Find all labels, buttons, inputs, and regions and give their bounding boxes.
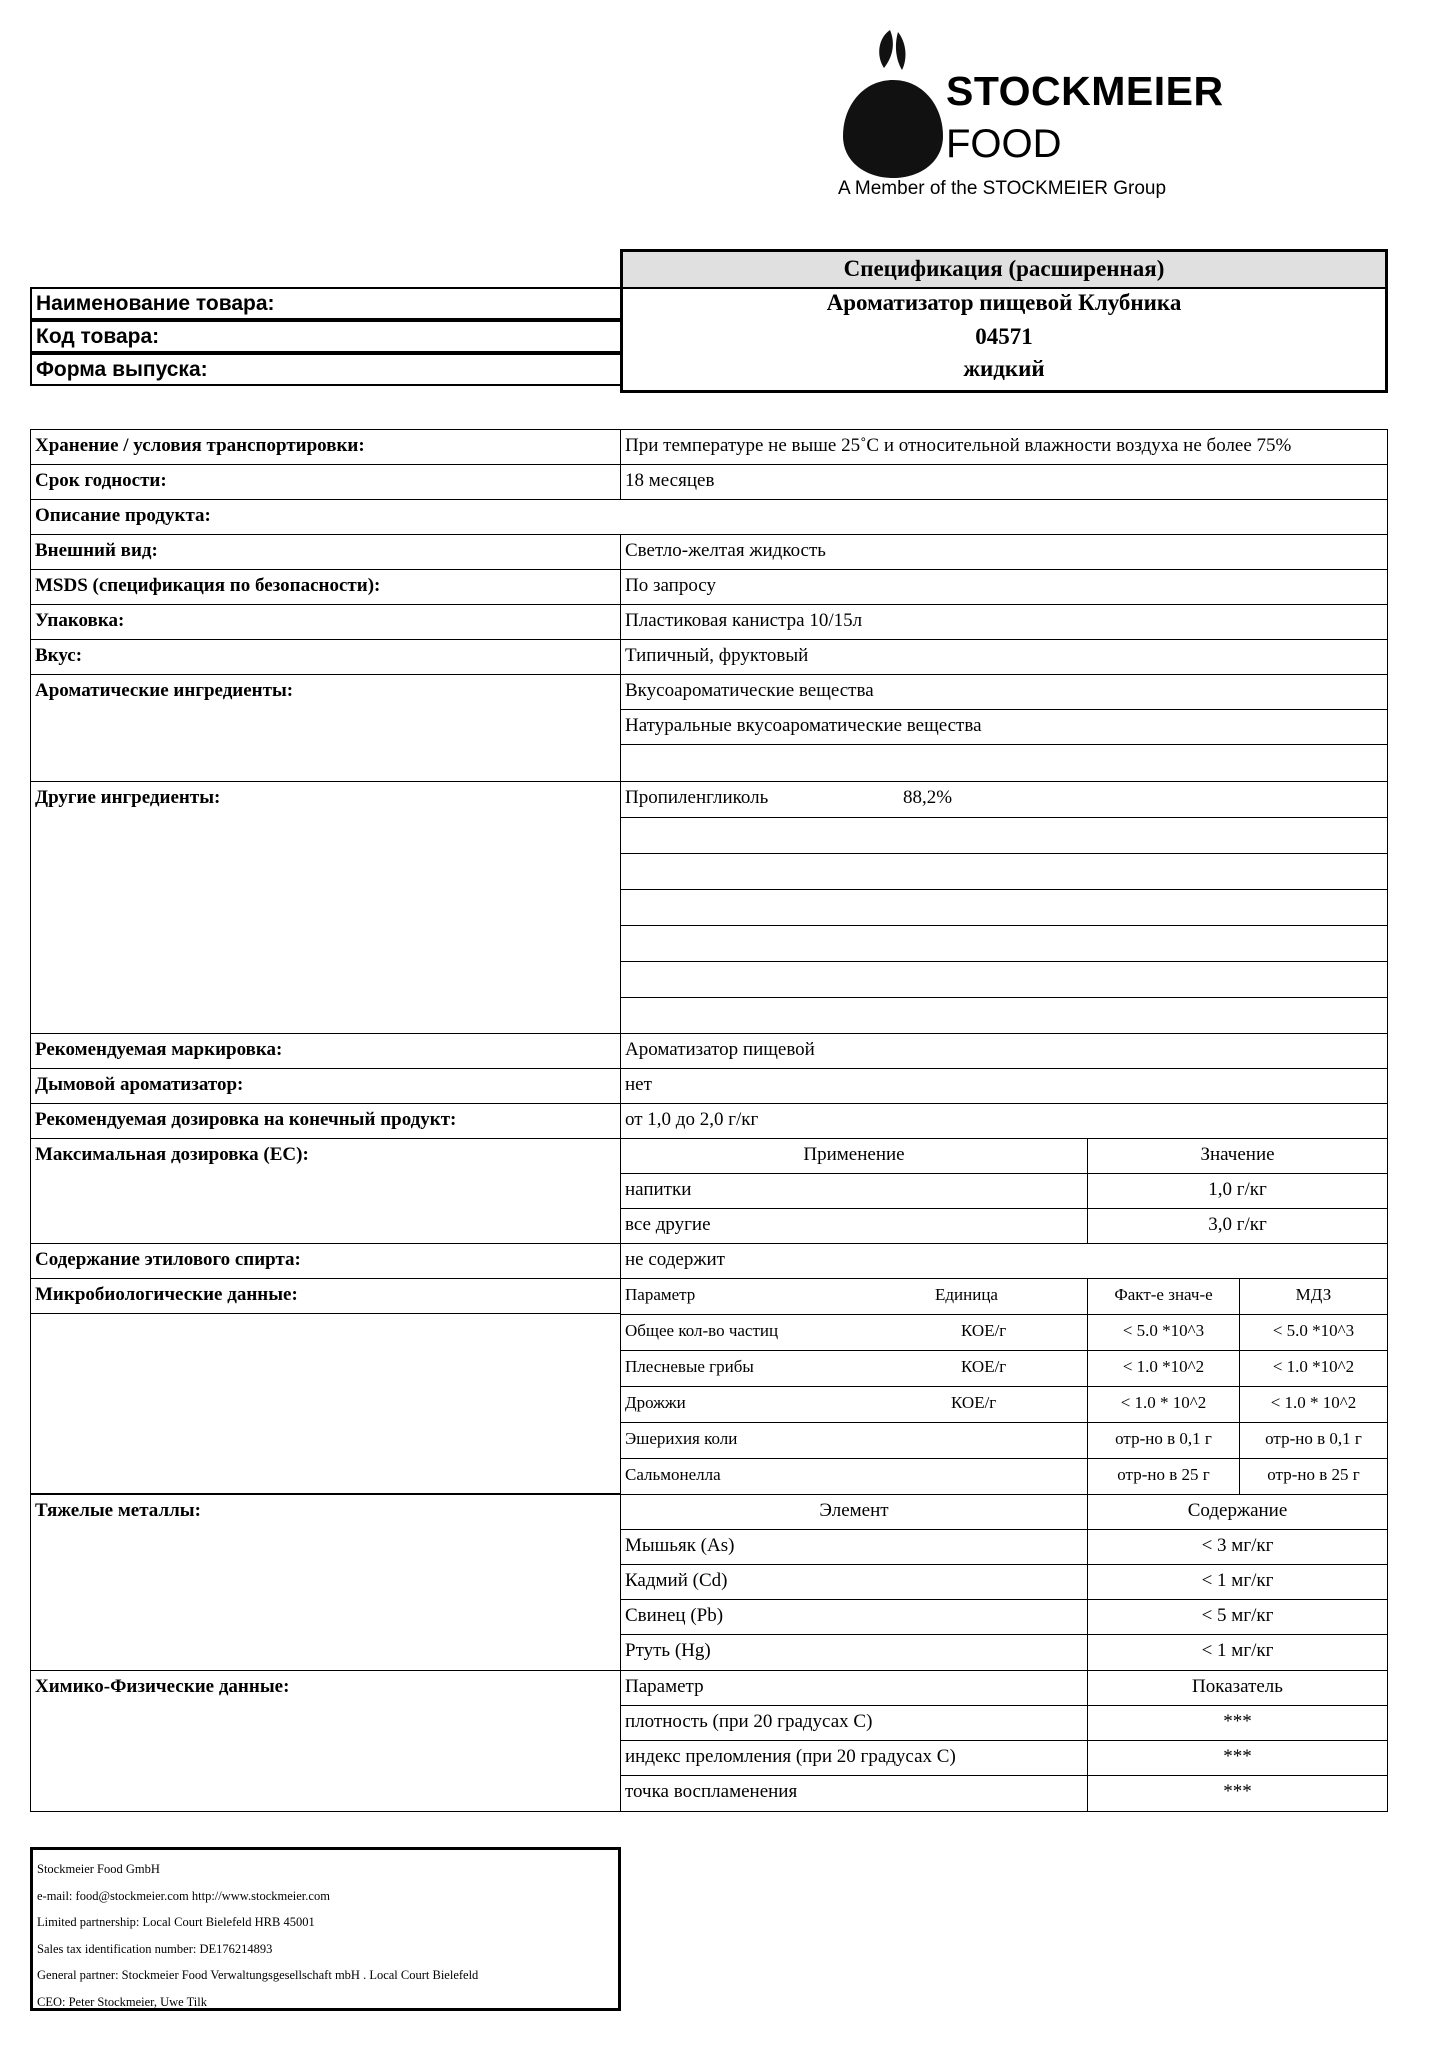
brand-tagline: A Member of the STOCKMEIER Group [838, 178, 1167, 199]
metals-col-element: Элемент [620, 1494, 1088, 1530]
max-dosage-app-2: все другие [620, 1208, 1088, 1244]
packaging-label: Упаковка: [30, 604, 621, 640]
footer-general-partner: General partner: Stockmeier Food Verwaltungsgesellschaft mbH . Local Court Bielefeld [37, 1968, 479, 1982]
company-logo [838, 28, 1238, 208]
chem-value: *** [1087, 1740, 1388, 1776]
other-ingredient-empty-row [620, 853, 1388, 890]
spec-header-box [620, 249, 1388, 393]
micro-row: Общее кол-во частиц КОЕ/г [620, 1314, 1088, 1351]
pear-logo-icon [838, 28, 948, 178]
shelf-life-label: Срок годности: [30, 464, 621, 500]
other-ingredient-empty-row [620, 961, 1388, 998]
other-ingredient-empty-row [620, 889, 1388, 926]
micro-head-unit: Единица [935, 1285, 998, 1304]
chem-value: *** [1087, 1775, 1388, 1812]
chem-col-param: Параметр [620, 1670, 1088, 1706]
micro-head-param: Параметр Единица [620, 1278, 1088, 1315]
micro-actual: < 1.0 *10^2 [1087, 1350, 1240, 1387]
micro-label: Микробиологические данные: [30, 1278, 621, 1314]
metals-col-content: Содержание [1087, 1494, 1388, 1530]
micro-row: Эшерихия коли [620, 1422, 1088, 1459]
other-ingredient-empty-row [620, 925, 1388, 962]
taste-value: Типичный, фруктовый [620, 639, 1388, 675]
metal-content: < 1 мг/кг [1087, 1634, 1388, 1671]
taste-label: Вкус: [30, 639, 621, 675]
micro-mdz: < 1.0 * 10^2 [1239, 1386, 1388, 1423]
product-form-value: жидкий [963, 356, 1045, 381]
footer-partnership: Limited partnership: Local Court Bielefeld HRB 45001 [37, 1915, 315, 1929]
brand-sub: FOOD [946, 122, 1062, 166]
metal-element: Мышьяк (As) [620, 1529, 1088, 1565]
aroma-value-3 [620, 744, 1388, 782]
micro-mdz: < 1.0 *10^2 [1239, 1350, 1388, 1387]
dosage-value: от 1,0 до 2,0 г/кг [620, 1103, 1388, 1139]
chem-label: Химико-Физические данные: [30, 1670, 621, 1812]
micro-label-spacer [30, 1313, 621, 1494]
metals-label: Тяжелые металлы: [30, 1494, 621, 1671]
chem-value: *** [1087, 1705, 1388, 1741]
ingredient-percent: 88,2% [903, 787, 953, 808]
marking-label: Рекомендуемая маркировка: [30, 1033, 621, 1069]
metal-element: Кадмий (Cd) [620, 1564, 1088, 1600]
product-code-value: 04571 [975, 324, 1033, 349]
smoke-flavour-label: Дымовой ароматизатор: [30, 1068, 621, 1104]
description-label: Описание продукта: [30, 499, 1388, 535]
msds-value: По запросу [620, 569, 1388, 605]
micro-row: Дрожжи КОЕ/г [620, 1386, 1088, 1423]
footer-company: Stockmeier Food GmbH [37, 1862, 160, 1876]
marking-value: Ароматизатор пищевой [620, 1033, 1388, 1069]
max-dosage-col-value: Значение [1087, 1138, 1388, 1174]
product-form-label: Форма выпуска: [30, 353, 620, 386]
chem-col-value: Показатель [1087, 1670, 1388, 1706]
max-dosage-val-1: 1,0 г/кг [1087, 1173, 1388, 1209]
micro-mdz: < 5.0 *10^3 [1239, 1314, 1388, 1351]
brand-name: STOCKMEIER [946, 68, 1224, 114]
appearance-label: Внешний вид: [30, 534, 621, 570]
micro-head-mdz: МДЗ [1239, 1278, 1388, 1315]
product-name-value: Ароматизатор пищевой Клубника [826, 290, 1182, 315]
storage-value: При температуре не выше 25˚С и относительной влажности воздуха не более 75% [620, 429, 1388, 465]
micro-actual: отр-но в 0,1 г [1087, 1422, 1240, 1459]
chem-param: точка воспламенения [620, 1775, 1088, 1812]
footer-tax-id: Sales tax identification number: DE176214893 [37, 1941, 273, 1956]
micro-head-actual: Факт-е знач-е [1087, 1278, 1240, 1315]
shelf-life-value: 18 месяцев [620, 464, 1388, 500]
company-footer [30, 1847, 621, 2011]
micro-mdz: отр-но в 0,1 г [1239, 1422, 1388, 1459]
micro-row: Сальмонелла [620, 1458, 1088, 1495]
max-dosage-app-1: напитки [620, 1173, 1088, 1209]
micro-row: Плесневые грибы КОЕ/г [620, 1350, 1088, 1387]
aroma-label: Ароматические ингредиенты: [30, 674, 621, 782]
ethanol-value: не содержит [620, 1243, 1388, 1279]
footer-contacts: e-mail: food@stockmeier.com http://www.stockmeier.com [37, 1888, 330, 1903]
footer-ceo: CEO: Peter Stockmeier, Uwe Tilk [37, 1994, 207, 2009]
aroma-value-1: Вкусоароматические вещества [620, 674, 1388, 710]
other-ingredients-label: Другие ингредиенты: [30, 781, 621, 1034]
max-dosage-label: Максимальная дозировка (ЕС): [30, 1138, 621, 1244]
metal-content: < 3 мг/кг [1087, 1529, 1388, 1565]
metal-content: < 5 мг/кг [1087, 1599, 1388, 1635]
product-code-label: Код товара: [30, 320, 620, 353]
chem-param: плотность (при 20 градусах С) [620, 1705, 1088, 1741]
micro-actual: отр-но в 25 г [1087, 1458, 1240, 1495]
ethanol-label: Содержание этилового спирта: [30, 1243, 621, 1279]
max-dosage-col-application: Применение [620, 1138, 1088, 1174]
aroma-value-2: Натуральные вкусоароматические вещества [620, 709, 1388, 745]
micro-actual: < 1.0 * 10^2 [1087, 1386, 1240, 1423]
metal-element: Ртуть (Hg) [620, 1634, 1088, 1671]
other-ingredient-row [620, 781, 1388, 818]
dosage-label: Рекомендуемая дозировка на конечный продукт: [30, 1103, 621, 1139]
micro-mdz: отр-но в 25 г [1239, 1458, 1388, 1495]
spec-title: Спецификация (расширенная) [623, 252, 1385, 289]
packaging-value: Пластиковая канистра 10/15л [620, 604, 1388, 640]
storage-label: Хранение / условия транспортировки: [30, 429, 621, 465]
appearance-value: Светло-желтая жидкость [620, 534, 1388, 570]
metal-content: < 1 мг/кг [1087, 1564, 1388, 1600]
metal-element: Свинец (Pb) [620, 1599, 1088, 1635]
chem-param: индекс преломления (при 20 градусах С) [620, 1740, 1088, 1776]
smoke-flavour-value: нет [620, 1068, 1388, 1104]
max-dosage-val-2: 3,0 г/кг [1087, 1208, 1388, 1244]
product-name-label: Наименование товара: [30, 287, 620, 320]
other-ingredient-empty-row [620, 817, 1388, 854]
micro-actual: < 5.0 *10^3 [1087, 1314, 1240, 1351]
ingredient-name: Пропиленгликоль [625, 787, 769, 808]
other-ingredient-empty-row [620, 997, 1388, 1034]
msds-label: MSDS (спецификация по безопасности): [30, 569, 621, 605]
